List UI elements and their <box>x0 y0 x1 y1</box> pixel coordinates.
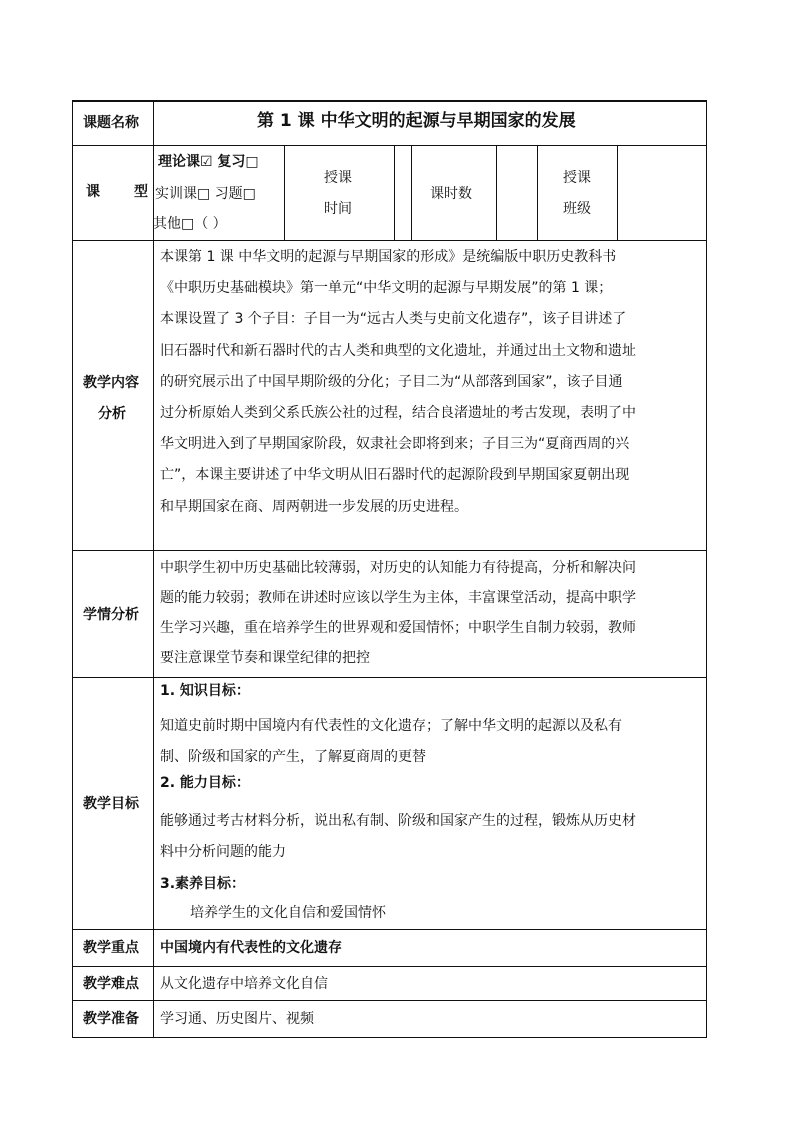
type-row-divider <box>394 145 395 240</box>
knowledge-objective-line: 制、阶级和国家的产生，了解夏商周的更替 <box>160 749 426 765</box>
row-divider <box>72 929 707 930</box>
text-line: 过分析原始人类到父系氏族公社的过程，结合良渚遗址的考古发现，表明了中 <box>160 405 636 422</box>
row-divider <box>72 240 707 241</box>
type-option-practice-exercise: 实训课□ 习题□ <box>155 186 256 202</box>
table-border-bottom <box>72 1037 707 1038</box>
preparation-value: 学习通、历史图片、视频 <box>160 1011 314 1027</box>
teaching-time-label-2: 时间 <box>324 201 352 217</box>
text-line: 和早期国家在商、周两朝进一步发展的历史进程。 <box>160 498 468 515</box>
row-divider <box>72 677 707 678</box>
text-line: 华文明进入到了早期国家阶段，奴隶社会即将到来；子目三为“夏商西周的兴 <box>160 436 630 453</box>
ability-objective-line: 料中分析问题的能力 <box>160 844 286 860</box>
difficulty-value: 从文化遗存中培养文化自信 <box>160 976 328 992</box>
course-label: 课题名称 <box>83 115 139 131</box>
knowledge-objective-line: 知道史前时期中国境内有代表性的文化遗存；了解中华文明的起源以及私有 <box>160 718 622 734</box>
text-line: 中职学生初中历史基础比较薄弱，对历史的认知能力有待提高，分析和解决问 <box>160 560 636 576</box>
text-line: 要注意课堂节奏和课堂纪律的把控 <box>160 650 370 666</box>
course-title: 第 1 课 中华文明的起源与早期国家的发展 <box>257 111 576 131</box>
literacy-objective-heading: 3.素养目标： <box>160 876 246 892</box>
key-point-value: 中国境内有代表性的文化遗存 <box>160 940 342 956</box>
teaching-time-label: 授课 <box>324 170 352 186</box>
text-line: 生学习兴趣，重在培养学生的世界观和爱国情怀；中职学生自制力较弱，教师 <box>160 620 636 636</box>
difficulty-label: 教学难点 <box>83 976 139 992</box>
literacy-objective-line: 培养学生的文化自信和爱国情怀 <box>190 905 386 921</box>
text-line: 题的能力较弱；教师在讲述时应该以学生为主体，丰富课堂活动，提高中职学 <box>160 590 636 606</box>
content-analysis-label: 教学内容 <box>83 375 139 391</box>
content-analysis-label-2: 分析 <box>98 406 126 422</box>
row-divider <box>72 1000 707 1001</box>
type-row-divider <box>537 145 538 240</box>
row-divider <box>72 966 707 967</box>
key-point-label: 教学重点 <box>83 940 139 956</box>
type-label: 课 型 <box>86 184 158 200</box>
knowledge-objective-heading: 1. 知识目标： <box>160 683 250 699</box>
objectives-label: 教学目标 <box>83 796 139 812</box>
text-line: 《中职历史基础模块》第一单元“中华文明的起源与早期发展”的第 1 课； <box>160 280 613 297</box>
ability-objective-heading: 2. 能力目标： <box>160 775 250 791</box>
type-option-other: 其他□（ ） <box>153 216 227 232</box>
type-row-divider <box>284 145 285 240</box>
row-divider <box>72 145 707 146</box>
text-line: 亡”，本课主要讲述了中华文明从旧石器时代的起源阶段到早期国家夏朝出现 <box>160 467 630 484</box>
type-row-divider <box>617 145 618 240</box>
content-analysis-text <box>160 242 704 523</box>
preparation-label: 教学准备 <box>83 1011 139 1027</box>
class-hours-label: 课时数 <box>430 186 472 202</box>
text-line: 本课设置了 3 个子目：子目一为“远古人类与史前文化遗存”，该子目讲述了 <box>160 311 627 328</box>
text-line: 的研究展示出了中国早期阶级的分化；子目二为“从部落到国家”，该子目通 <box>160 373 623 390</box>
table-border-top <box>72 100 707 102</box>
text-line: 本课第 1 课 中华文明的起源与早期国家的形成》是统编版中职历史教科书 <box>160 249 617 265</box>
text-line: 旧石器时代和新石器时代的古人类和典型的文化遗址，并通过出土文物和遗址 <box>160 342 636 359</box>
type-option-theory-review: 理论课☑ 复习□ <box>158 154 259 170</box>
student-analysis-text <box>160 553 704 673</box>
type-row-divider <box>411 145 412 240</box>
row-divider <box>72 550 707 551</box>
teaching-class-label: 授课 <box>563 170 591 186</box>
student-analysis-label: 学情分析 <box>83 607 139 623</box>
teaching-class-label-2: 班级 <box>563 201 591 217</box>
type-row-divider <box>496 145 497 240</box>
ability-objective-line: 能够通过考古材料分析，说出私有制、阶级和国家产生的过程，锻炼从历史材 <box>160 813 636 829</box>
